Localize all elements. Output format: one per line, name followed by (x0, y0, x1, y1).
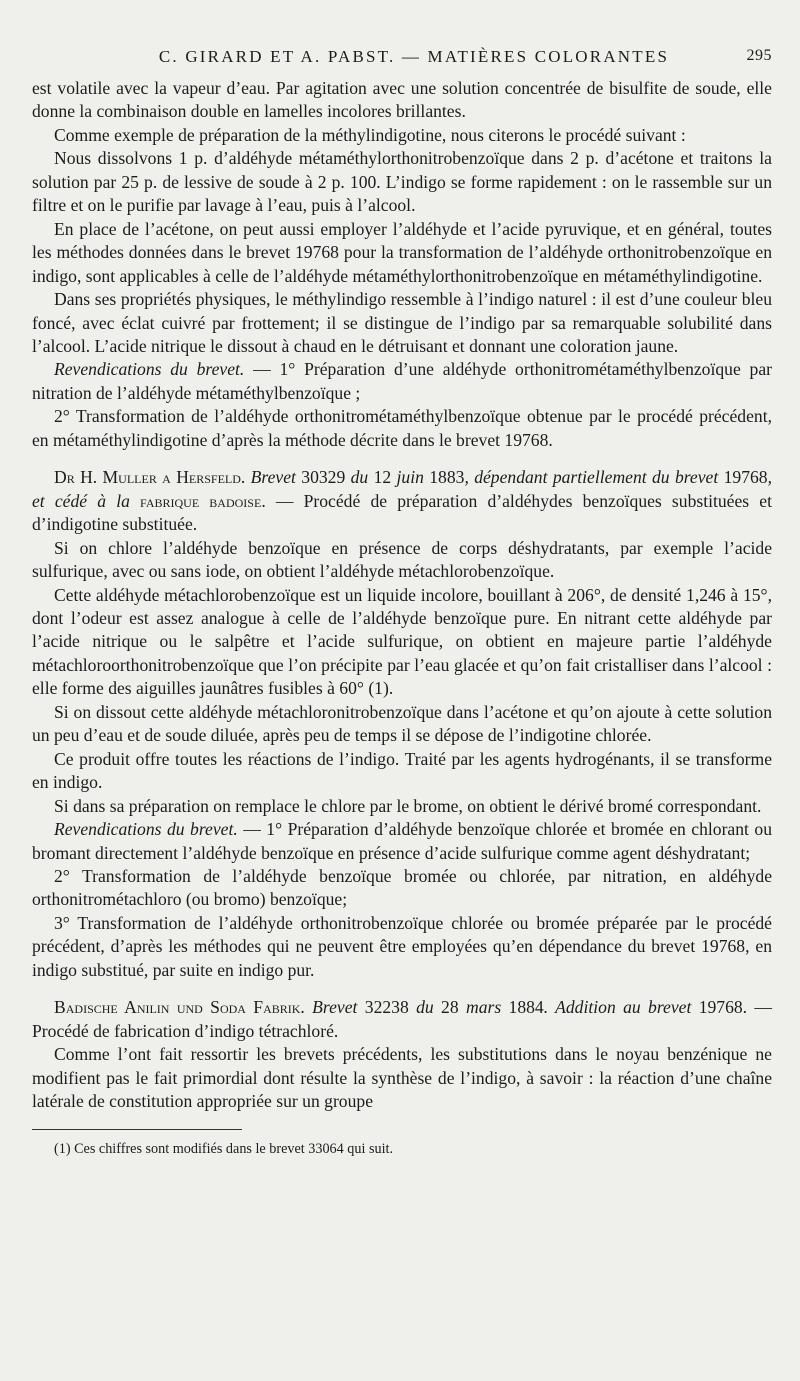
paragraph: Comme exemple de préparation de la méthylindigotine, nous citerons le procédé suivant : (54, 124, 686, 145)
patent-number: 32238 (364, 997, 409, 1018)
patent-title-part: mars (458, 997, 509, 1018)
patent-company: fabrique badoise (140, 490, 262, 511)
footnote-divider (32, 1129, 242, 1130)
claims-paragraph (32, 358, 772, 405)
paragraph: Si dans sa préparation on remplace le chlore par le brome, on obtient le dérivé bromé correspondant. (54, 795, 762, 816)
footnote: (1) Ces chiffres sont modifiés dans le brevet 33064 qui suit. (54, 1141, 393, 1158)
patent-title-part: juin (391, 467, 430, 488)
paragraph: Si on chlore l’aldéhyde benzoïque en présence de corps déshydratants, par exemple l’acide sulfurique, avec ou sans iode, on obtient l’aldéhyde métachlorobenzoïque. (32, 537, 772, 582)
paragraph: Comme l’ont fait ressortir les brevets précédents, les substitutions dans le noyau benzénique ne modifient pas le fait primordial dont résulte la synthèse de l’indigo, à savoir : la réaction d’une chaîne latérale de constitution appropriée sur un groupe (32, 1044, 772, 1112)
patent-number: 30329 (301, 467, 346, 488)
body-text (32, 77, 772, 1113)
claims-paragraph (32, 818, 772, 865)
running-header (32, 47, 772, 77)
claim-item: — 1° Préparation d’aldéhyde benzoïque chlorée et bromée en chlorant ou bromant directement l’aldéhyde benzoïque en présence d’acide sulfurique comme agent déshydratant; (32, 819, 772, 863)
paragraph: Si on dissout cette aldéhyde métachloronitrobenzoïque dans l’acétone et qu’on ajoute à cette solution un peu d’eau et de soude diluée, après peu de temps il se dépose de l’indigotine chlorée. (32, 701, 772, 746)
patent-company: Badische Anilin und Soda Fabrik. (54, 997, 305, 1018)
patent-heading (32, 996, 772, 1043)
claim-item: 2° Transformation de l’aldéhyde orthonitrométaméthylbenzoïque obtenue par le procédé précédent, en métaméthylindigotine d’après la méthode décrite dans le brevet 19768. (32, 406, 772, 450)
paragraph: Cette aldéhyde métachlorobenzoïque est un liquide incolore, bouillant à 206°, de densité 1,246 à 15°, dont l’odeur est assez analogue à celle de l’aldéhyde benzoïque pure. En nitrant cette aldéhyde par l’acide nitrique ou le salpêtre et l’acide sulfurique, on obtient en majeure partie l’aldéhyde métachloroorthonitrobenzoïque que l’on précipite par l’eau glacée et qu’on fait cristalliser dans l’alcool : elle forme des aiguilles jaunâtres fusibles à 60° (1). (32, 584, 772, 699)
patent-title-part: Brevet (304, 997, 365, 1018)
paragraph: Dans ses propriétés physiques, le méthylindigo ressemble à l’indigo naturel : il est d’une couleur bleu foncé, avec éclat cuivré par frottement; il se distingue de l’indigo par sa remarquable solubilité dans l’alcool. L’acide nitrique le dissout à chaud en le détruisant et donnant une coloration jaune. (32, 289, 772, 356)
claim-item: — 1° Préparation d’une aldéhyde orthonitrométaméthylbenzoïque par nitration de l’aldéhyde métaméthylbenzoïque ; (32, 359, 772, 403)
patent-description: . — Procédé de préparation d’aldéhydes benzoïques substituées et d’indigotine substituée. (32, 490, 772, 535)
patent-author: Dr H. Muller a Hersfeld. (54, 467, 246, 488)
patent-title-part: , dépendant partiellement du brevet (464, 467, 724, 488)
patent-reference: 19768 (723, 467, 768, 488)
patent-date-day: 12 (373, 467, 392, 488)
claim-item: 2° Transformation de l’aldéhyde benzoïque bromée ou chlorée, par nitration, en aldéhyde orthonitrométachloro (ou bromo) benzoïque; (32, 865, 772, 910)
running-title: C. GIRARD ET A. PABST. — MATIÈRES COLORANTES (158, 47, 670, 66)
patent-title-part: du (408, 997, 442, 1018)
patent-year: 1883 (429, 467, 465, 488)
patent-date-day: 28 (441, 997, 459, 1018)
patent-year: 1884 (508, 997, 544, 1018)
patent-reference: 19768 (698, 997, 743, 1018)
paragraph: Ce produit offre toutes les réactions de l’indigo. Traité par les agents hydrogénants, il se transforme en indigo. (32, 748, 772, 793)
patent-description: . — Procédé de fabrication d’indigo tétrachloré. (32, 997, 773, 1041)
paragraph: est volatile avec la vapeur d’eau. Par agitation avec une solution concentrée de bisulfite de soude, elle donne la combinaison double en lamelles incolores brillantes. (32, 78, 772, 122)
patent-heading (32, 466, 772, 536)
patent-title-part: du (345, 467, 374, 488)
page-number: 295 (746, 47, 772, 64)
claims-label: Revendications du brevet. (54, 359, 245, 380)
claim-item: 3° Transformation de l’aldéhyde orthonitrobenzoïque chlorée ou bromée préparée par le procédé précédent, d’après les méthodes qui ne peuvent être employées qu’en dépendance du brevet 19768, en indigo substitué, par suite en indigo pur. (32, 912, 772, 980)
paragraph: En place de l’acétone, on peut aussi employer l’aldéhyde et l’acide pyruvique, et en général, toutes les méthodes données dans le brevet 19768 pour la transformation de l’aldéhyde orthonitrobenzoïque en indigo, sont applicables à celle de l’aldéhyde métaméthylorthonitrobenzoïque en métaméthylindigotine. (32, 218, 772, 286)
paragraph: Nous dissolvons 1 p. d’aldéhyde métaméthylorthonitrobenzoïque dans 2 p. d’acétone et traitons la solution par 25 p. de lessive de soude à 2 p. 100. L’indigo se forme rapidement : on le rassemble sur un filtre et on le purifie par lavage à l’eau, puis à l’alcool. (32, 148, 772, 216)
patent-title-part: , et cédé à la (32, 467, 772, 511)
patent-title-part: Brevet (245, 467, 302, 488)
patent-title-part: . Addition au brevet (543, 997, 699, 1018)
claims-label: Revendications du brevet. (54, 819, 238, 840)
